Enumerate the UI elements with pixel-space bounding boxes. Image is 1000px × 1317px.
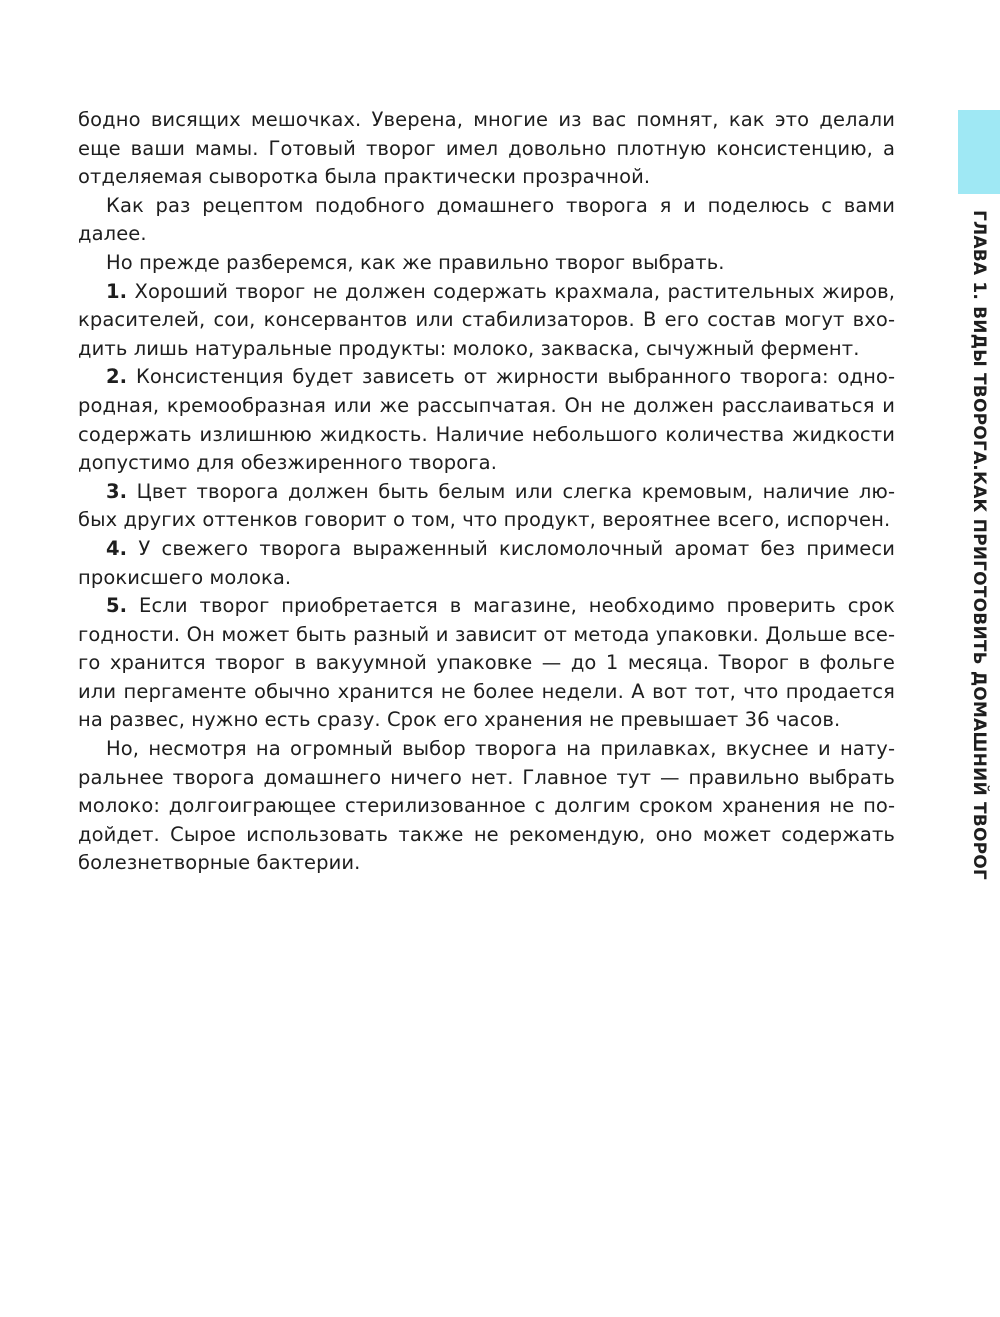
list-item-2 [78, 363, 895, 477]
page-body-text [78, 106, 895, 878]
list-item-text: Если творог приобретается в магазине, необходимо проверить срок годности. Он может быть разный и зависит от метода упаковки. Дольше всего хранится творог в вакуумной упаковке — до 1 месяца. Творог в фольге или пергаменте обычно хранится не более недели. А вот тот, что продается на развес, нужно есть сразу. Срок его хранения не превышает 36 часов. [78, 594, 895, 732]
list-item-1 [78, 278, 895, 364]
list-item-text: У свежего творога выраженный кисломолочный аромат без примеси прокисшего молока. [78, 536, 895, 589]
list-item-3 [78, 478, 895, 535]
list-item-4 [78, 535, 895, 592]
list-item-text: Цвет творога должен быть белым или слегка кремовым, наличие любых других оттенков говорит о том, что продукт, вероятнее всего, испорчен. [78, 479, 895, 532]
chapter-title-text: ГЛАВА 1. ВИДЫ ТВОРОГА.КАК ПРИГОТОВИТЬ ДОМАШНИЙ ТВОРОГ [969, 210, 989, 880]
list-item-text: Консистенция будет зависеть от жирности выбранного творога: однородная, кремообразная или же рассыпчатая. Он не должен расслаиваться и содержать излишнюю жидкость. Наличие небольшого количества жидкости допустимо для обезжиренного творога. [78, 365, 895, 475]
list-item-number: 5. [106, 594, 128, 618]
chapter-tab-marker [958, 110, 1000, 194]
paragraph-intro-choose: Но прежде разберемся, как же правильно творог выбрать. [106, 250, 725, 274]
list-item-number: 3. [106, 479, 128, 503]
list-item-number: 1. [106, 279, 128, 303]
paragraph-intro-recipe: Как раз рецептом подобного домашнего творога я и поделюсь с вами далее. [78, 193, 895, 246]
paragraph-conclusion: Но, несмотря на огромный выбор творога на прилавках, вкуснее и натуральнее творога домашнего ничего нет. Главное тут — правильно выбрать молоко: долгоиграющее стерилизованное с долгим сроком хранения не подойдет. Сырое использовать также не рекомендую, оно может содержать болезнетворные бактерии. [78, 737, 895, 875]
list-item-5 [78, 592, 895, 735]
list-item-number: 4. [106, 536, 128, 560]
paragraph-continuation: бодно висящих мешочках. Уверена, многие из вас помнят, как это делали еще ваши мамы. Готовый творог имел довольно плотную консистенцию, а отделяемая сыворотка была практически прозрачной. [78, 108, 895, 189]
list-item-number: 2. [106, 365, 128, 389]
list-item-text: Хороший творог не должен содержать крахмала, растительных жиров, красителей, сои, консервантов или стабилизаторов. В его состав могут входить лишь натуральные продукты: молоко, закваска, сычужный фермент. [78, 279, 895, 360]
